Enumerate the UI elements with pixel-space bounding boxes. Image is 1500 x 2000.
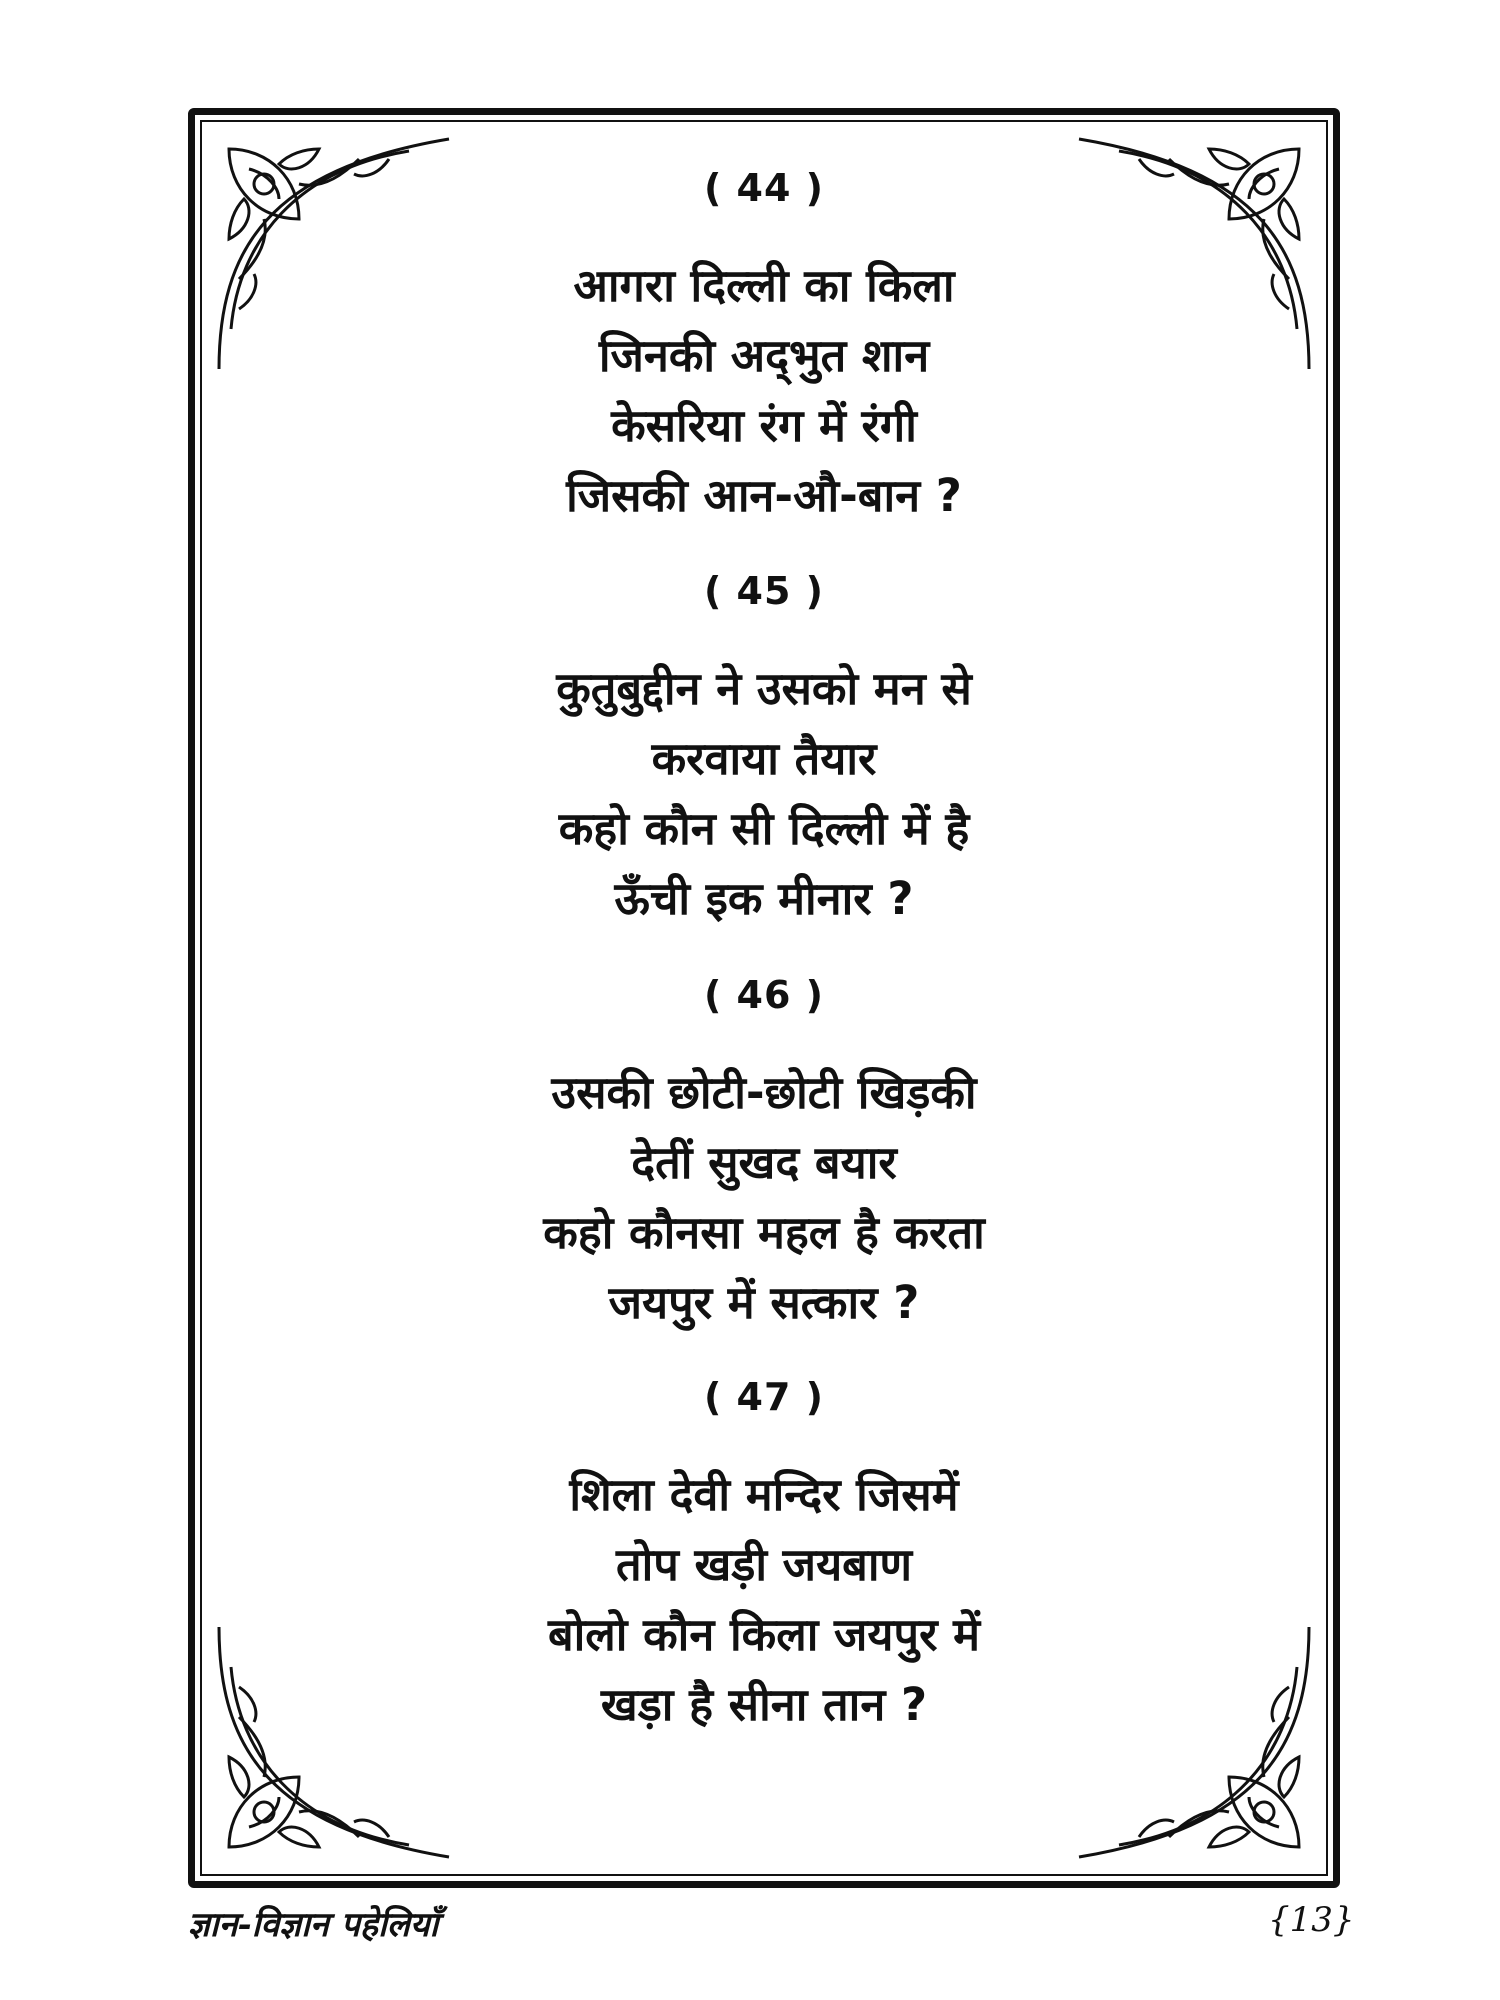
riddle-line: शिला देवी मन्दिर जिसमें bbox=[569, 1468, 959, 1521]
riddle-line: बोलो कौन किला जयपुर में bbox=[547, 1608, 981, 1661]
book-title: ज्ञान-विज्ञान पहेलियाँ bbox=[188, 1905, 439, 1945]
riddle-line: जिसकी आन-औ-बान ? bbox=[566, 469, 962, 522]
riddle-45 bbox=[188, 566, 1340, 934]
riddle-46 bbox=[188, 970, 1340, 1338]
riddle-line: उसकी छोटी-छोटी खिड़की bbox=[551, 1066, 977, 1119]
riddle-44 bbox=[188, 163, 1340, 531]
riddle-line: खड़ा है सीना तान ? bbox=[600, 1678, 928, 1731]
riddle-number: ( 47 ) bbox=[703, 1375, 825, 1419]
riddle-line: जिनकी अद्‌भुत शान bbox=[598, 329, 930, 382]
riddle-number: ( 44 ) bbox=[703, 166, 825, 210]
riddle-line: कहो कौन सी दिल्ली में है bbox=[558, 802, 970, 855]
riddle-line: कुतुबुद्दीन ने उसको मन से bbox=[556, 662, 972, 715]
riddle-number: ( 45 ) bbox=[703, 569, 825, 613]
page-number: {13} bbox=[1268, 1900, 1355, 1940]
riddle-line: कहो कौनसा महल है करता bbox=[543, 1206, 985, 1259]
riddle-line: तोप खड़ी जयबाण bbox=[615, 1538, 913, 1591]
riddle-number: ( 46 ) bbox=[703, 973, 825, 1017]
riddle-line: जयपुर में सत्कार ? bbox=[608, 1276, 920, 1329]
riddle-line: केसरिया रंग में रंगी bbox=[611, 399, 917, 452]
riddle-line: ऊँची इक मीनार ? bbox=[614, 872, 914, 925]
riddle-line: देतीं सुखद बयार bbox=[631, 1136, 897, 1189]
riddle-line: आगरा दिल्ली का किला bbox=[573, 259, 955, 312]
riddle-line: करवाया तैयार bbox=[651, 732, 877, 785]
riddle-47 bbox=[188, 1372, 1340, 1740]
